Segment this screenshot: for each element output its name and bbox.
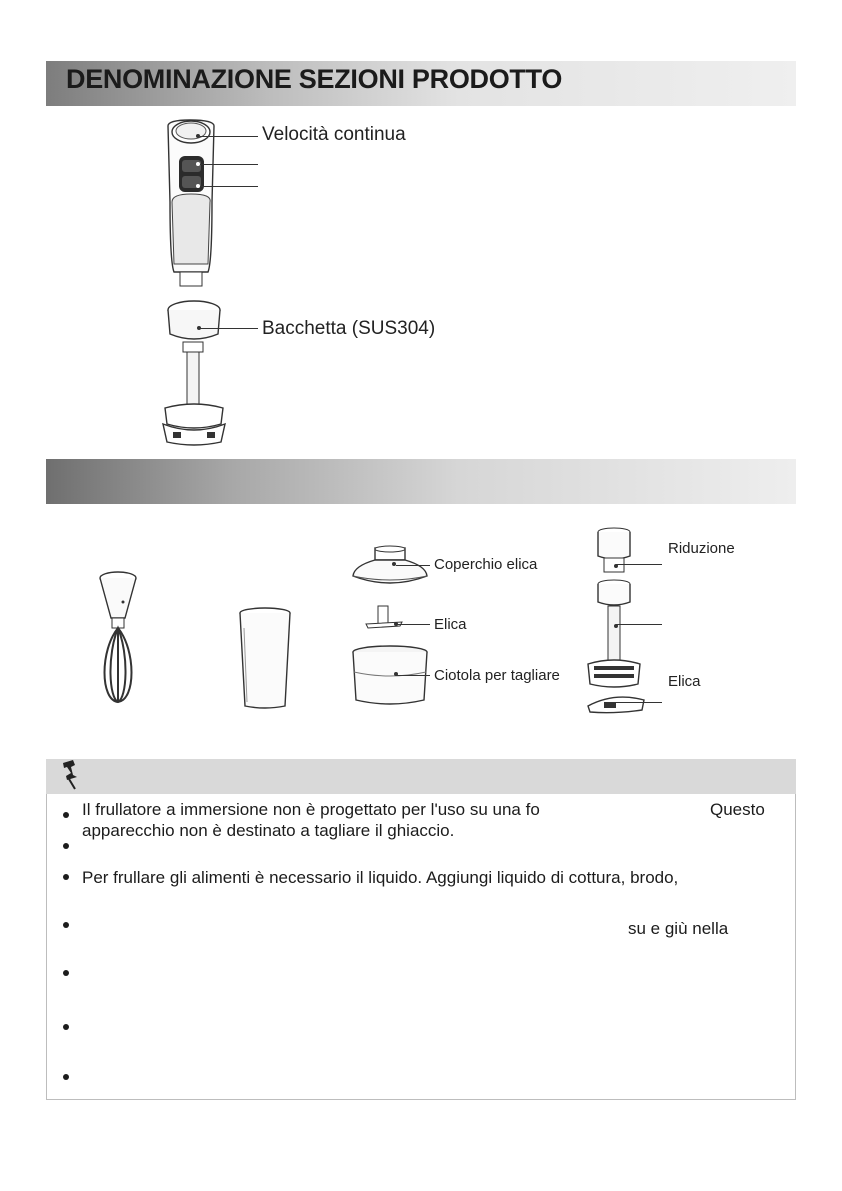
reducer-leader-line	[616, 564, 662, 565]
section-title: DENOMINAZIONE SEZIONI PRODOTTO	[66, 64, 563, 94]
pushpin-icon	[57, 759, 83, 791]
assembly-wand-leader-line	[616, 624, 662, 625]
reducer-label: Riduzione	[668, 540, 735, 557]
chopping-bowl-illustration	[348, 644, 432, 708]
chopper-lid-illustration	[350, 544, 430, 592]
bullet	[63, 874, 69, 880]
bullet	[63, 812, 69, 818]
note-4-right: su e giù nella	[628, 919, 729, 938]
bowl-label: Ciotola per tagliare	[434, 667, 560, 684]
bullet	[63, 843, 69, 849]
blade-label: Elica	[434, 616, 467, 633]
lid-leader-line	[396, 565, 430, 566]
accessories-header-band	[46, 459, 796, 504]
note-3: Per frullare gli alimenti è necessario il liquido. Aggiungi liquido di cottura, brodo,	[82, 868, 679, 887]
bowl-leader-line	[396, 675, 430, 676]
whisk-illustration	[95, 570, 145, 710]
wand-leader-line	[200, 328, 258, 329]
beaker-illustration	[235, 606, 295, 711]
button1-leader-line	[200, 164, 258, 165]
bullet	[63, 1074, 69, 1080]
assembly-blade-leader-line	[616, 702, 662, 703]
reducer-assembly-illustration	[584, 526, 664, 716]
blade-illustration	[364, 604, 404, 634]
bullet	[63, 970, 69, 976]
note-1-line2: apparecchio non è destinato a tagliare il ghiaccio.	[82, 821, 455, 840]
bullet	[63, 922, 69, 928]
assembly-blade-label: Elica	[668, 673, 701, 690]
wand-illustration	[155, 296, 235, 456]
lid-label: Coperchio elica	[434, 556, 538, 573]
motor-unit-illustration	[150, 112, 260, 292]
speed-leader-line	[200, 136, 258, 137]
note-1-line1-left: Il frullatore a immersione non è progettato per l'uso su una fo	[82, 800, 540, 819]
speed-label: Velocità continua	[262, 124, 406, 145]
button2-leader-line	[200, 186, 258, 187]
notes-header-band	[46, 759, 796, 794]
bullet	[63, 1024, 69, 1030]
wand-label: Bacchetta (SUS304)	[262, 318, 436, 339]
note-1-line1-right: Questo	[710, 800, 765, 819]
blade-leader-line	[396, 624, 430, 625]
